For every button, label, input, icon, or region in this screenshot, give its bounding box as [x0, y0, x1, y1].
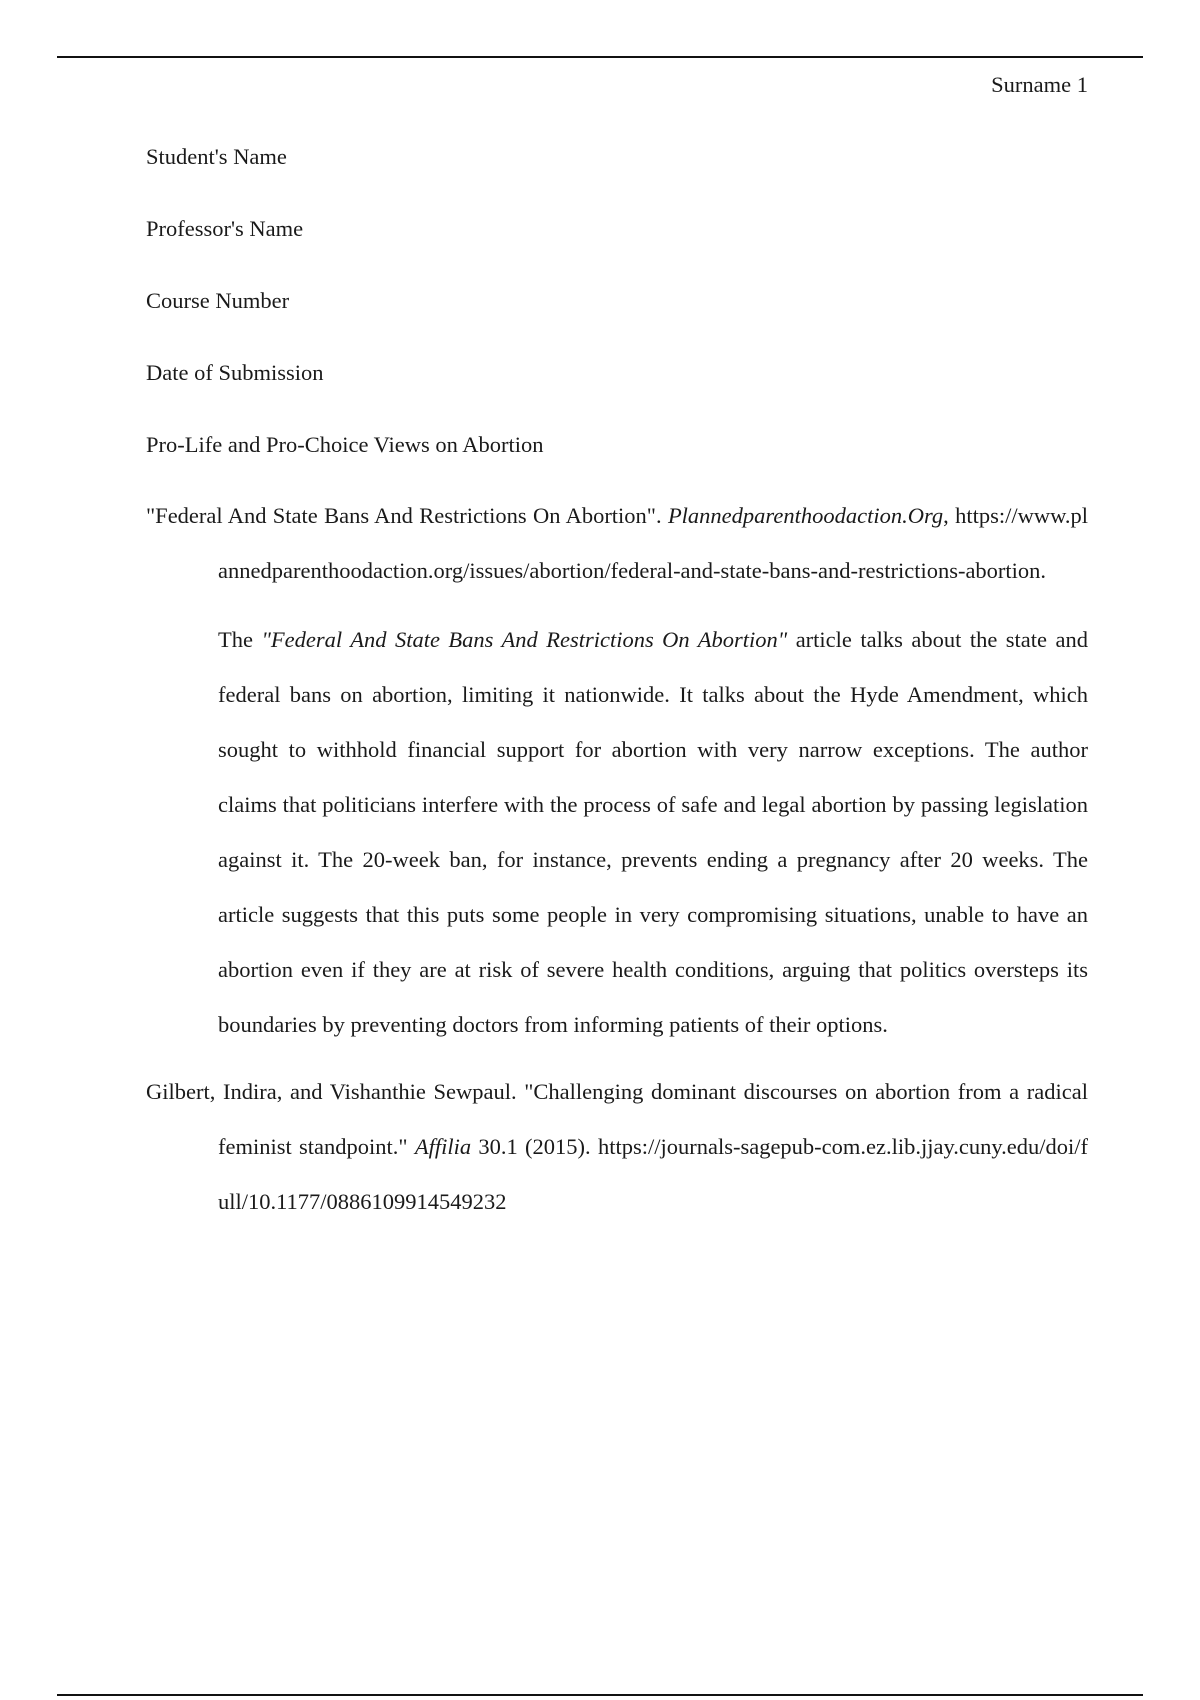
citation-title: "Challenging dominant discourses on abortion from a radical feminist standpoint." — [218, 1079, 1089, 1159]
citation-comma: , — [943, 503, 949, 528]
citation-year: (2015). — [525, 1134, 591, 1159]
student-name: Student's Name — [146, 144, 287, 169]
course-number: Course Number — [146, 288, 290, 313]
citation-source: Plannedparenthoodaction.Org — [667, 503, 944, 528]
submission-date: Date of Submission — [146, 360, 324, 385]
professor-name: Professor's Name — [146, 216, 304, 241]
document-page — [146, 70, 1088, 1229]
running-head: Surname 1 — [991, 72, 1088, 97]
citation-authors: Gilbert, Indira, and Vishanthie Sewpaul. — [146, 1079, 517, 1104]
annotation-body: article talks about the state and federal bans on abortion, limiting it nationwide. It talks about the Hyde Amendment, which sought to withhold financial support for abortion with very narrow exceptions. The author claims that politicians interfere with the process of safe and legal abortion by passing legislation against it. The 20-week ban, for instance, prevents ending a pregnancy after 20 weeks. The article suggests that this puts some people in very compromising situations, unable to have an abortion even if they are at risk of severe health conditions, arguing that politics oversteps its boundaries by preventing doctors from informing patients of their options. — [218, 627, 1088, 1037]
annotation-paragraph — [218, 612, 1088, 1052]
citation-url: https://www.plannedparenthoodaction.org/issues/abortion/federal-and-state-bans-and-restrictions-abortion. — [218, 503, 1088, 583]
annotation-italic-title: "Federal And State Bans And Restrictions On Abortion" — [261, 627, 788, 652]
citation-journal: Affilia — [414, 1134, 472, 1159]
annotation-lead: The — [218, 627, 262, 652]
citation-entry — [146, 1064, 1088, 1229]
citation-url: https://journals-sagepub-com.ez.lib.jjay.cuny.edu/doi/full/10.1177/0886109914549232 — [218, 1134, 1089, 1214]
paper-title: Pro-Life and Pro-Choice Views on Abortion — [146, 432, 544, 457]
citation-volume: 30.1 — [478, 1134, 518, 1159]
citation-title: "Federal And State Bans And Restrictions On Abortion". — [146, 503, 662, 528]
heading-block — [146, 142, 1088, 460]
bottom-rule — [57, 1694, 1143, 1696]
citation-entry — [146, 488, 1088, 598]
top-rule — [57, 56, 1143, 58]
